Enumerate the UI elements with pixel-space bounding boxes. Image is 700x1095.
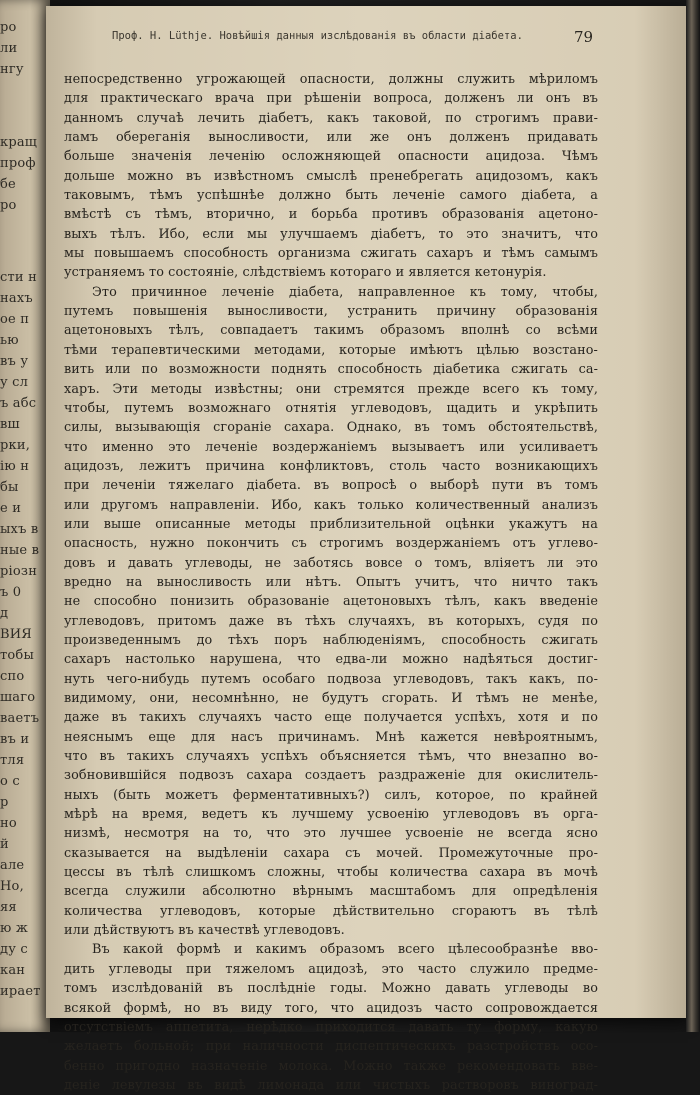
- left-page-text: яя: [0, 900, 17, 915]
- left-page-text: ро: [0, 198, 17, 213]
- left-page-text: сти н: [0, 270, 37, 285]
- text-line: путемъ повышенія выносливости, устранить причину образованія: [64, 304, 598, 320]
- text-line: желаетъ больной; при наличности диспептическихъ разстройствъ осо-: [64, 1039, 598, 1055]
- text-line: сказывается на выдѣленіи сахара съ мочей. Промежуточные про-: [64, 845, 598, 861]
- left-page-text: бы: [0, 480, 19, 495]
- text-line: данномъ случаѣ лечить діабетъ, какъ таковой, по строгимъ прави-: [64, 110, 598, 126]
- text-line: дольше можно въ извѣстномъ смыслѣ пренебрегать ацидозомъ, какъ: [64, 168, 598, 184]
- left-page-text: въ у: [0, 354, 29, 369]
- text-line: даже въ такихъ случаяхъ часто еще получается успѣхъ, хотя и по: [64, 710, 598, 726]
- left-page-text: але: [0, 858, 25, 873]
- text-line: мѣрѣ на время, ведетъ къ лучшему усвоенію углеводовъ въ орга-: [64, 807, 598, 823]
- text-line: неяснымъ еще для насъ причинамъ. Мнѣ кажется невѣроятнымъ,: [64, 729, 598, 745]
- left-page-text: ью: [0, 333, 19, 348]
- text-line: отсутствіемъ аппетита, нерѣдко приходится давать ту форму, какую: [64, 1019, 598, 1035]
- left-page-text: ваетъ: [0, 711, 40, 726]
- left-page-text: ю ж: [0, 921, 29, 936]
- left-page-text: нгу: [0, 62, 24, 77]
- left-page-text: д: [0, 606, 9, 621]
- text-line: чтобы, путемъ возможнаго отнятія углеводовъ, щадить и укрѣпить: [64, 400, 598, 416]
- text-line: ацидозъ, лежитъ причина конфликтовъ, столь часто возникающихъ: [64, 458, 598, 474]
- text-line: цессы въ тѣлѣ слишкомъ сложны, чтобы количества сахара въ мочѣ: [64, 865, 598, 881]
- page-number: 79: [574, 28, 594, 46]
- left-page-fragment: [0, 0, 50, 1032]
- left-page-text: нахъ: [0, 291, 33, 306]
- left-page-text: тля: [0, 753, 25, 768]
- text-line: мы повышаемъ способность организма сжигать сахаръ и тѣмъ самымъ: [64, 246, 598, 262]
- body-text: [64, 70, 598, 1095]
- text-line: выхъ тѣлъ. Ибо, если мы улучшаемъ діабетъ, то это значитъ, что: [64, 226, 598, 242]
- text-line: произведеннымъ до тѣхъ поръ наблюденіямъ, способность сжигать: [64, 632, 598, 648]
- left-page-text: спо: [0, 669, 25, 684]
- text-line: нуть чего-нибудь путемъ особаго подвоза углеводовъ, такъ какъ, по-: [64, 671, 598, 687]
- text-line: вмѣстѣ съ тѣмъ, вторично, и борьба противъ образованія ацетоно-: [64, 207, 598, 223]
- left-page-text: вш: [0, 417, 20, 432]
- left-page-text: ъ 0: [0, 585, 22, 600]
- text-line: дить углеводы при тяжеломъ ацидозѣ, это часто служило предме-: [64, 961, 598, 977]
- text-line: устраняемъ то состояніе, слѣдствіемъ котораго и является кетонурія.: [64, 265, 547, 281]
- left-page-text: бе: [0, 177, 16, 192]
- text-line: таковымъ, тѣмъ успѣшнѣе должно быть леченіе самого діабета, а: [64, 188, 598, 204]
- left-page-text: о с: [0, 774, 20, 789]
- text-line: томъ изслѣдованій въ послѣдніе годы. Можно давать углеводы во: [64, 981, 598, 997]
- text-line: вить или по возможности поднять способность діабетика сжигать са-: [64, 362, 598, 378]
- text-line: ламъ обереганія выносливости, или же онъ долженъ придавать: [64, 130, 598, 146]
- left-page-text: тобы: [0, 648, 34, 663]
- text-line: Это причинное леченіе діабета, направленное къ тому, чтобы,: [92, 284, 598, 300]
- text-line: вредно на выносливость или нѣтъ. Опытъ учитъ, что ничто такъ: [64, 574, 598, 590]
- text-line: силы, вызывающія сгораніе сахара. Однако, въ томъ обстоятельствѣ,: [64, 420, 598, 436]
- left-page-text: ію н: [0, 459, 30, 474]
- left-page-text: шаго: [0, 690, 36, 705]
- left-page-text: кращ: [0, 135, 38, 150]
- left-page-text: ные в: [0, 543, 40, 558]
- text-line: при леченіи тяжелаго діабета. въ вопросѣ о выборѣ пути въ томъ: [64, 478, 598, 494]
- text-line: для практическаго врача при рѣшеніи вопроса, долженъ ли онъ въ: [64, 91, 598, 107]
- text-line: сахаръ настолько нарушена, что едва-ли можно надѣяться достиг-: [64, 652, 598, 668]
- left-page-text: р: [0, 795, 9, 810]
- text-line: низмѣ, несмотря на то, что это лучшее усвоеніе не всегда ясно: [64, 826, 598, 842]
- text-line: углеводовъ, притомъ даже въ тѣхъ случаяхъ, въ которыхъ, судя по: [64, 613, 598, 629]
- text-line: не способно понизить образованіе ацетоновыхъ тѣлъ, какъ введеніе: [64, 594, 598, 610]
- text-line: зобновившійся подвозъ сахара создаетъ раздраженіе для окислитель-: [64, 768, 598, 784]
- left-page-text: рки,: [0, 438, 31, 453]
- text-line: опасность, нужно покончить съ строгимъ воздержаніемъ отъ углево-: [64, 536, 598, 552]
- text-line: тѣми терапевтическими методами, которые имѣютъ цѣлью возстано-: [64, 342, 598, 358]
- left-page-text: но: [0, 816, 17, 831]
- text-line: всегда служили абсолютно вѣрнымъ масштабомъ для опредѣленія: [64, 884, 598, 900]
- text-line: или дѣйствуютъ въ качествѣ углеводовъ.: [64, 923, 345, 939]
- left-page-text: ли: [0, 41, 18, 56]
- text-line: что именно это леченіе воздержаніемъ вызываетъ или усиливаетъ: [64, 439, 598, 455]
- left-page-text: ВИЯ: [0, 627, 32, 642]
- text-line: непосредственно угрожающей опасности, должны служить мѣриломъ: [64, 72, 598, 87]
- text-line: количества углеводовъ, которые дѣйствительно сгораютъ въ тѣлѣ: [64, 903, 598, 919]
- text-line: довъ и давать углеводы, не заботясь вовсе о томъ, вліяетъ ли это: [64, 555, 598, 571]
- left-page-text: ыхъ в: [0, 522, 39, 537]
- left-page-text: ріозн: [0, 564, 38, 579]
- left-page-text: кан: [0, 963, 26, 978]
- text-line: харъ. Эти методы извѣстны; они стремятся прежде всего къ тому,: [64, 381, 598, 397]
- text-line: ацетоновыхъ тѣлъ, совпадаетъ такимъ образомъ вполнѣ со всѣми: [64, 323, 598, 339]
- text-line: бенно пригодно назначеніе молока. Можно также рекомендовать вве-: [64, 1058, 598, 1074]
- text-line: больше значенія леченію осложняющей опасности ацидоза. Чѣмъ: [64, 149, 598, 165]
- left-page-text: проф: [0, 156, 36, 171]
- left-page-text: въ и: [0, 732, 30, 747]
- text-line: или другомъ направленіи. Ибо, какъ только количественный анализъ: [64, 497, 598, 513]
- text-line: деніе левулезы въ видѣ лимонада или чистыхъ растворовъ виноград-: [64, 1077, 598, 1093]
- text-line: что въ такихъ случаяхъ успѣхъ объясняется тѣмъ, что внезапно во-: [64, 749, 598, 765]
- left-page-text: ое п: [0, 312, 30, 327]
- text-line: всякой формѣ, но въ виду того, что ацидозъ часто сопровождается: [64, 1000, 598, 1016]
- left-page-text: ро: [0, 20, 17, 35]
- book-page-edge: [686, 0, 700, 1032]
- left-page-text: ъ абс: [0, 396, 37, 411]
- left-page-text: Но,: [0, 879, 24, 894]
- left-page-text: ду с: [0, 942, 28, 957]
- running-header: Проф. Н. Lüthje. Новѣйшія данныя изслѣдованія въ области діабета.: [112, 30, 523, 42]
- left-page-text: у сл: [0, 375, 29, 390]
- text-line: или выше описанные методы приблизительной оцѣнки укажутъ на: [64, 516, 598, 532]
- left-page-text: й: [0, 837, 9, 852]
- left-page-text: е и: [0, 501, 22, 516]
- text-line: видимому, они, несомнѣнно, не будутъ сгорать. И тѣмъ не менѣе,: [64, 691, 598, 706]
- text-line: ныхъ (быть можетъ ферментативныхъ?) силъ, которое, по крайней: [64, 787, 598, 803]
- left-page-text: ирает: [0, 984, 41, 999]
- text-line: Въ какой формѣ и какимъ образомъ всего цѣлесообразнѣе вво-: [92, 942, 598, 958]
